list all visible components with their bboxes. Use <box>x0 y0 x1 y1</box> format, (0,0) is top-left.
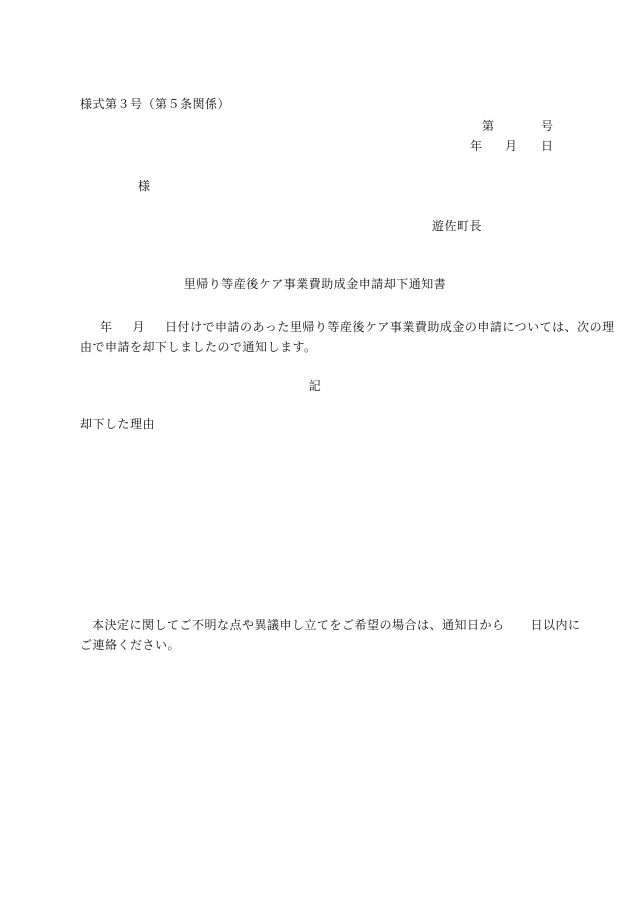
addressee-honorific: 様 <box>138 179 151 193</box>
form-number: 様式第３号（第５条関係） <box>80 97 231 111</box>
notice-line-2: ご連絡ください。 <box>80 638 181 652</box>
body-paragraph-line-2: 由で申請を却下しましたので通知します。 <box>80 340 317 354</box>
document-number-suffix: 号 <box>541 119 554 133</box>
notice-line-1-tail: 日以内に <box>530 618 581 632</box>
sender-name: 遊佐町長 <box>432 219 483 233</box>
body-year-label: 年 <box>100 320 113 334</box>
date-month-label: 月 <box>505 139 518 153</box>
body-paragraph-line-1 <box>100 319 615 335</box>
date-year-label: 年 <box>470 139 483 153</box>
document-title: 里帰り等産後ケア事業費助成金申請却下通知書 <box>183 277 447 291</box>
notice-line-1 <box>92 617 581 633</box>
date-day-label: 日 <box>541 139 554 153</box>
body-month-label: 月 <box>132 320 146 334</box>
rejection-reason-label: 却下した理由 <box>80 417 156 431</box>
notice-line-1-text: 本決定に関してご不明な点や異議申し立てをご希望の場合は、通知日から <box>92 618 505 632</box>
ki-heading: 記 <box>308 379 322 393</box>
document-number-prefix: 第 <box>482 119 495 133</box>
body-line-1-text: 日付けで申請のあった里帰り等産後ケア事業費助成金の申請については、次の理 <box>165 320 615 334</box>
